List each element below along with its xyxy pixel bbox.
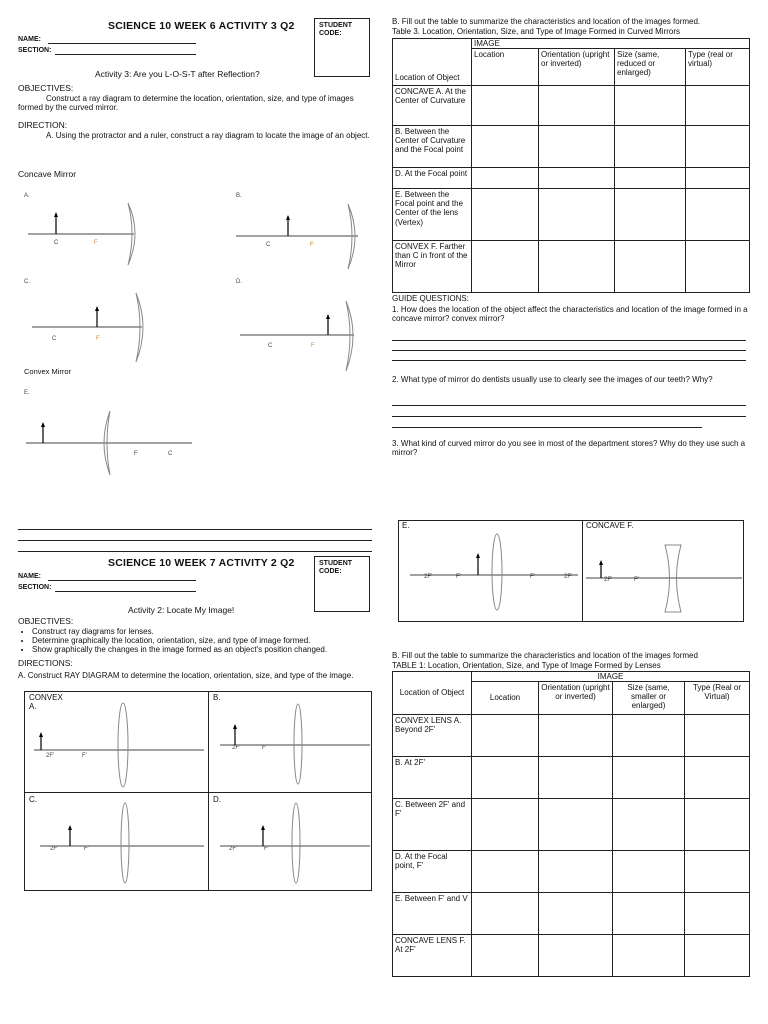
lens-row-label: E. Between F' and V (393, 893, 472, 935)
lens-diagrams (24, 691, 370, 889)
cell[interactable] (472, 757, 539, 799)
sheet1-section-line[interactable] (55, 54, 196, 55)
tick-2f-e: 2F' (424, 574, 433, 580)
mirror-d (346, 301, 353, 371)
lens-table-col-location: Location (472, 682, 539, 715)
sheet2-objectives-list (18, 627, 402, 655)
cell[interactable] (539, 86, 615, 126)
c-label-b: C (266, 242, 271, 248)
cell[interactable] (539, 935, 613, 977)
sheet1-section-label: SECTION: (18, 47, 52, 54)
sheet2-name-label: NAME: (18, 573, 41, 580)
lens-table-image-header: IMAGE (472, 672, 750, 682)
sheet1-direction-label: DIRECTION: (18, 120, 68, 130)
cell[interactable] (615, 241, 686, 293)
lens-ef-diagrams (398, 520, 742, 620)
sheet1-name-line[interactable] (48, 43, 196, 44)
cell[interactable] (613, 893, 685, 935)
cell[interactable] (613, 799, 685, 851)
lens-concave-f-label: CONCAVE F. (586, 521, 634, 530)
cell[interactable] (613, 715, 685, 757)
cell[interactable] (472, 935, 539, 977)
sheet1-part-b-text: B. Fill out the table to summarize the characteristics and location of the images formed. (392, 17, 701, 26)
guide-question-3: 3. What kind of curved mirror do you see in most of the department stores? Why do they use such a mirror? (392, 439, 746, 458)
tick-f-c: F' (84, 846, 89, 852)
mirror-table-col-type: Type (real or virtual) (686, 49, 750, 86)
table-row (393, 168, 750, 189)
f-label-a: F (94, 240, 98, 246)
lens-table-loc-obj-header: Location of Object (393, 672, 472, 715)
cell[interactable] (615, 126, 686, 168)
f-label-e: F (134, 451, 138, 457)
cell[interactable] (685, 851, 750, 893)
answer-line[interactable] (18, 529, 372, 530)
cell[interactable] (615, 168, 686, 189)
guide-questions-label: GUIDE QUESTIONS: (392, 294, 469, 303)
lens-letter-e: E. (402, 521, 410, 530)
tick-f-e: F' (456, 574, 461, 580)
concave-mirror-label: Concave Mirror (18, 169, 77, 179)
guide-question-1: 1. How does the location of the object affect the characteristics and location of the image formed in a concave mirror? convex mirror? (392, 305, 748, 324)
cell[interactable] (472, 86, 539, 126)
cell[interactable] (686, 168, 750, 189)
cell[interactable] (539, 757, 613, 799)
objective-item: • Construct ray diagrams for lenses. (32, 627, 402, 636)
sheet1-student-code-label: STUDENT CODE: (319, 22, 353, 38)
sheet2-objectives-label: OBJECTIVES: (18, 616, 74, 626)
lens-row-label: D. At the Focal point, F' (393, 851, 472, 893)
lens-e (492, 534, 502, 610)
c-label-c: C (52, 336, 57, 342)
sheet2-directions-label: DIRECTIONS: (18, 658, 73, 668)
sheet2-student-code-box[interactable] (314, 556, 370, 612)
lens-d (292, 803, 300, 883)
c-label-a: C (54, 240, 59, 246)
mirror-table-col-location: Location (472, 49, 539, 86)
answer-line[interactable] (392, 360, 746, 361)
diagram-letter-c: C. (24, 279, 30, 285)
cell[interactable] (685, 799, 750, 851)
cell[interactable] (613, 851, 685, 893)
cell[interactable] (686, 126, 750, 168)
cell[interactable] (539, 241, 615, 293)
lens-letter-a: A. (29, 702, 37, 711)
lens-letter-d: D. (213, 795, 221, 804)
mirror-row-label: D. At the Focal point (393, 168, 472, 189)
f-label-b: F (310, 242, 314, 248)
table-row (393, 851, 750, 893)
sheet1-objectives-text: Construct a ray diagram to determine the location, orientation, size, and type of images formed by the curved mirror. (18, 94, 354, 113)
cell[interactable] (613, 935, 685, 977)
cell[interactable] (685, 893, 750, 935)
table-row (393, 126, 750, 168)
sheet1-name-label: NAME: (18, 36, 41, 43)
table-row (393, 799, 750, 851)
mirror-row-label: E. Between the Focal point and the Center of the lens (Vertex) (393, 189, 472, 241)
c-label-e: C (168, 451, 173, 457)
cell[interactable] (539, 715, 613, 757)
mirror-table-col-size: Size (same, reduced or enlarged) (615, 49, 686, 86)
tick-2f-b: 2F' (232, 745, 241, 751)
table-row (393, 86, 750, 126)
answer-line[interactable] (392, 416, 746, 417)
convex-mirror-label: Convex Mirror (24, 367, 72, 376)
diagram-letter-e: E. (24, 390, 30, 396)
table-row (393, 893, 750, 935)
diagram-letter-d: D. (236, 279, 242, 285)
answer-line[interactable] (18, 551, 372, 552)
tick-2f-a: 2F' (46, 753, 55, 759)
cell[interactable] (539, 893, 613, 935)
sheet2-name-line[interactable] (48, 580, 196, 581)
lens-a (118, 703, 128, 787)
sheet2-section-line[interactable] (55, 591, 196, 592)
tick-2f-f: 2F' (604, 577, 613, 583)
cell[interactable] (685, 715, 750, 757)
cell[interactable] (472, 189, 539, 241)
mirror-row-label: B. Between the Center of Curvature and the Focal point (393, 126, 472, 168)
mirror-table-col-orientation: Orientation (upright or inverted) (539, 49, 615, 86)
cell[interactable] (686, 86, 750, 126)
c-label-d: C (268, 343, 273, 349)
mirror-table (392, 38, 750, 293)
mirror-diagrams (18, 185, 378, 475)
lens-letter-c: C. (29, 795, 37, 804)
tick-f-b: F' (262, 745, 267, 751)
f-label-d: F (311, 343, 315, 349)
lens-letter-b: B. (213, 693, 221, 702)
tick-2f-e-right: 2F' (564, 574, 573, 580)
answer-line[interactable] (18, 540, 372, 541)
cell[interactable] (539, 168, 615, 189)
cell[interactable] (472, 893, 539, 935)
cell[interactable] (685, 935, 750, 977)
lens-row-label: C. Between 2F' and F' (393, 799, 472, 851)
tick-2f-d: 2F' (229, 846, 238, 852)
mirror-row-label: CONVEX F. Farther than C in front of the Mirror (393, 241, 472, 293)
mirror-row-label: CONCAVE A. At the Center of Curvature (393, 86, 472, 126)
mirror-table-image-header: IMAGE (472, 39, 750, 49)
table-row (393, 935, 750, 977)
guide-question-2: 2. What type of mirror do dentists usually use to clearly see the images of our teeth? Why? (392, 375, 713, 384)
cell[interactable] (539, 189, 615, 241)
sheet2-table-caption: TABLE 1: Location, Orientation, Size, and Type of Image Formed by Lenses (392, 661, 661, 670)
tick-f-f: F' (634, 577, 639, 583)
cell[interactable] (472, 851, 539, 893)
cell[interactable] (539, 126, 615, 168)
sheet2-part-b-text: B. Fill out the table to summarize the characteristics and location of the images formed (392, 651, 698, 660)
lens-row-label: CONCAVE LENS F. At 2F' (393, 935, 472, 977)
cell[interactable] (615, 189, 686, 241)
cell[interactable] (539, 851, 613, 893)
objective-item: • Show graphically the changes in the image formed as an object's position changed. (32, 645, 402, 654)
f-label-c: F (96, 336, 100, 342)
cell[interactable] (615, 86, 686, 126)
cell[interactable] (472, 168, 539, 189)
sheet2-student-code-label: STUDENT CODE: (319, 560, 353, 576)
table-row (393, 241, 750, 293)
sheet1-title: SCIENCE 10 WEEK 6 ACTIVITY 3 Q2 (108, 20, 295, 32)
sheet1-direction-text: A. Using the protractor and a ruler, construct a ray diagram to locate the image of an object. (46, 131, 370, 140)
lens-table-col-type: Type (Real or Virtual) (685, 682, 750, 715)
table-row (393, 715, 750, 757)
lens-row-label: CONVEX LENS A. Beyond 2F' (393, 715, 472, 757)
sheet2-title: SCIENCE 10 WEEK 7 ACTIVITY 2 Q2 (108, 557, 295, 569)
lens-c (121, 803, 129, 883)
sheet1-table-caption: Table 3. Location, Orientation, Size, and Type of Image Formed in Curved Mirrors (392, 27, 680, 36)
table-row (393, 189, 750, 241)
sheet1-objectives-label: OBJECTIVES: (18, 83, 74, 93)
cell[interactable] (686, 189, 750, 241)
mirror-table-loc-obj-header: Location of Object (393, 39, 472, 86)
diagram-letter-a: A. (24, 193, 30, 199)
answer-line[interactable] (392, 427, 702, 428)
answer-line[interactable] (392, 405, 746, 406)
sheet2-directions-text: A. Construct RAY DIAGRAM to determine the location, orientation, size, and type of the image. (18, 671, 354, 680)
tick-f-a: F' (82, 753, 87, 759)
sheet1-activity-title: Activity 3: Are you L-O-S-T after Reflection? (95, 69, 260, 79)
tick-f-d: F' (264, 846, 269, 852)
cell[interactable] (472, 799, 539, 851)
tick-f-e-right: F' (530, 574, 535, 580)
cell[interactable] (472, 126, 539, 168)
cell[interactable] (686, 241, 750, 293)
lens-table-col-size: Size (same, smaller or enlarged) (613, 682, 685, 715)
cell[interactable] (472, 715, 539, 757)
sheet1-student-code-box[interactable] (314, 18, 370, 77)
tick-2f-c: 2F' (50, 846, 59, 852)
sheet2-activity-title: Activity 2: Locate My Image! (128, 605, 235, 615)
lens-b (294, 704, 302, 784)
answer-line[interactable] (392, 350, 746, 351)
lens-table (392, 671, 750, 977)
objective-item: • Determine graphically the location, orientation, size, and type of image formed. (32, 636, 402, 645)
lens-convex-label: CONVEX (29, 693, 63, 702)
cell[interactable] (472, 241, 539, 293)
answer-line[interactable] (392, 340, 746, 341)
cell[interactable] (613, 757, 685, 799)
lens-row-label: B. At 2F' (393, 757, 472, 799)
cell[interactable] (685, 757, 750, 799)
cell[interactable] (539, 799, 613, 851)
lens-table-col-orientation: Orientation (upright or inverted) (539, 682, 613, 715)
sheet2-section-label: SECTION: (18, 584, 52, 591)
diagram-letter-b: B. (236, 193, 242, 199)
table-row (393, 757, 750, 799)
